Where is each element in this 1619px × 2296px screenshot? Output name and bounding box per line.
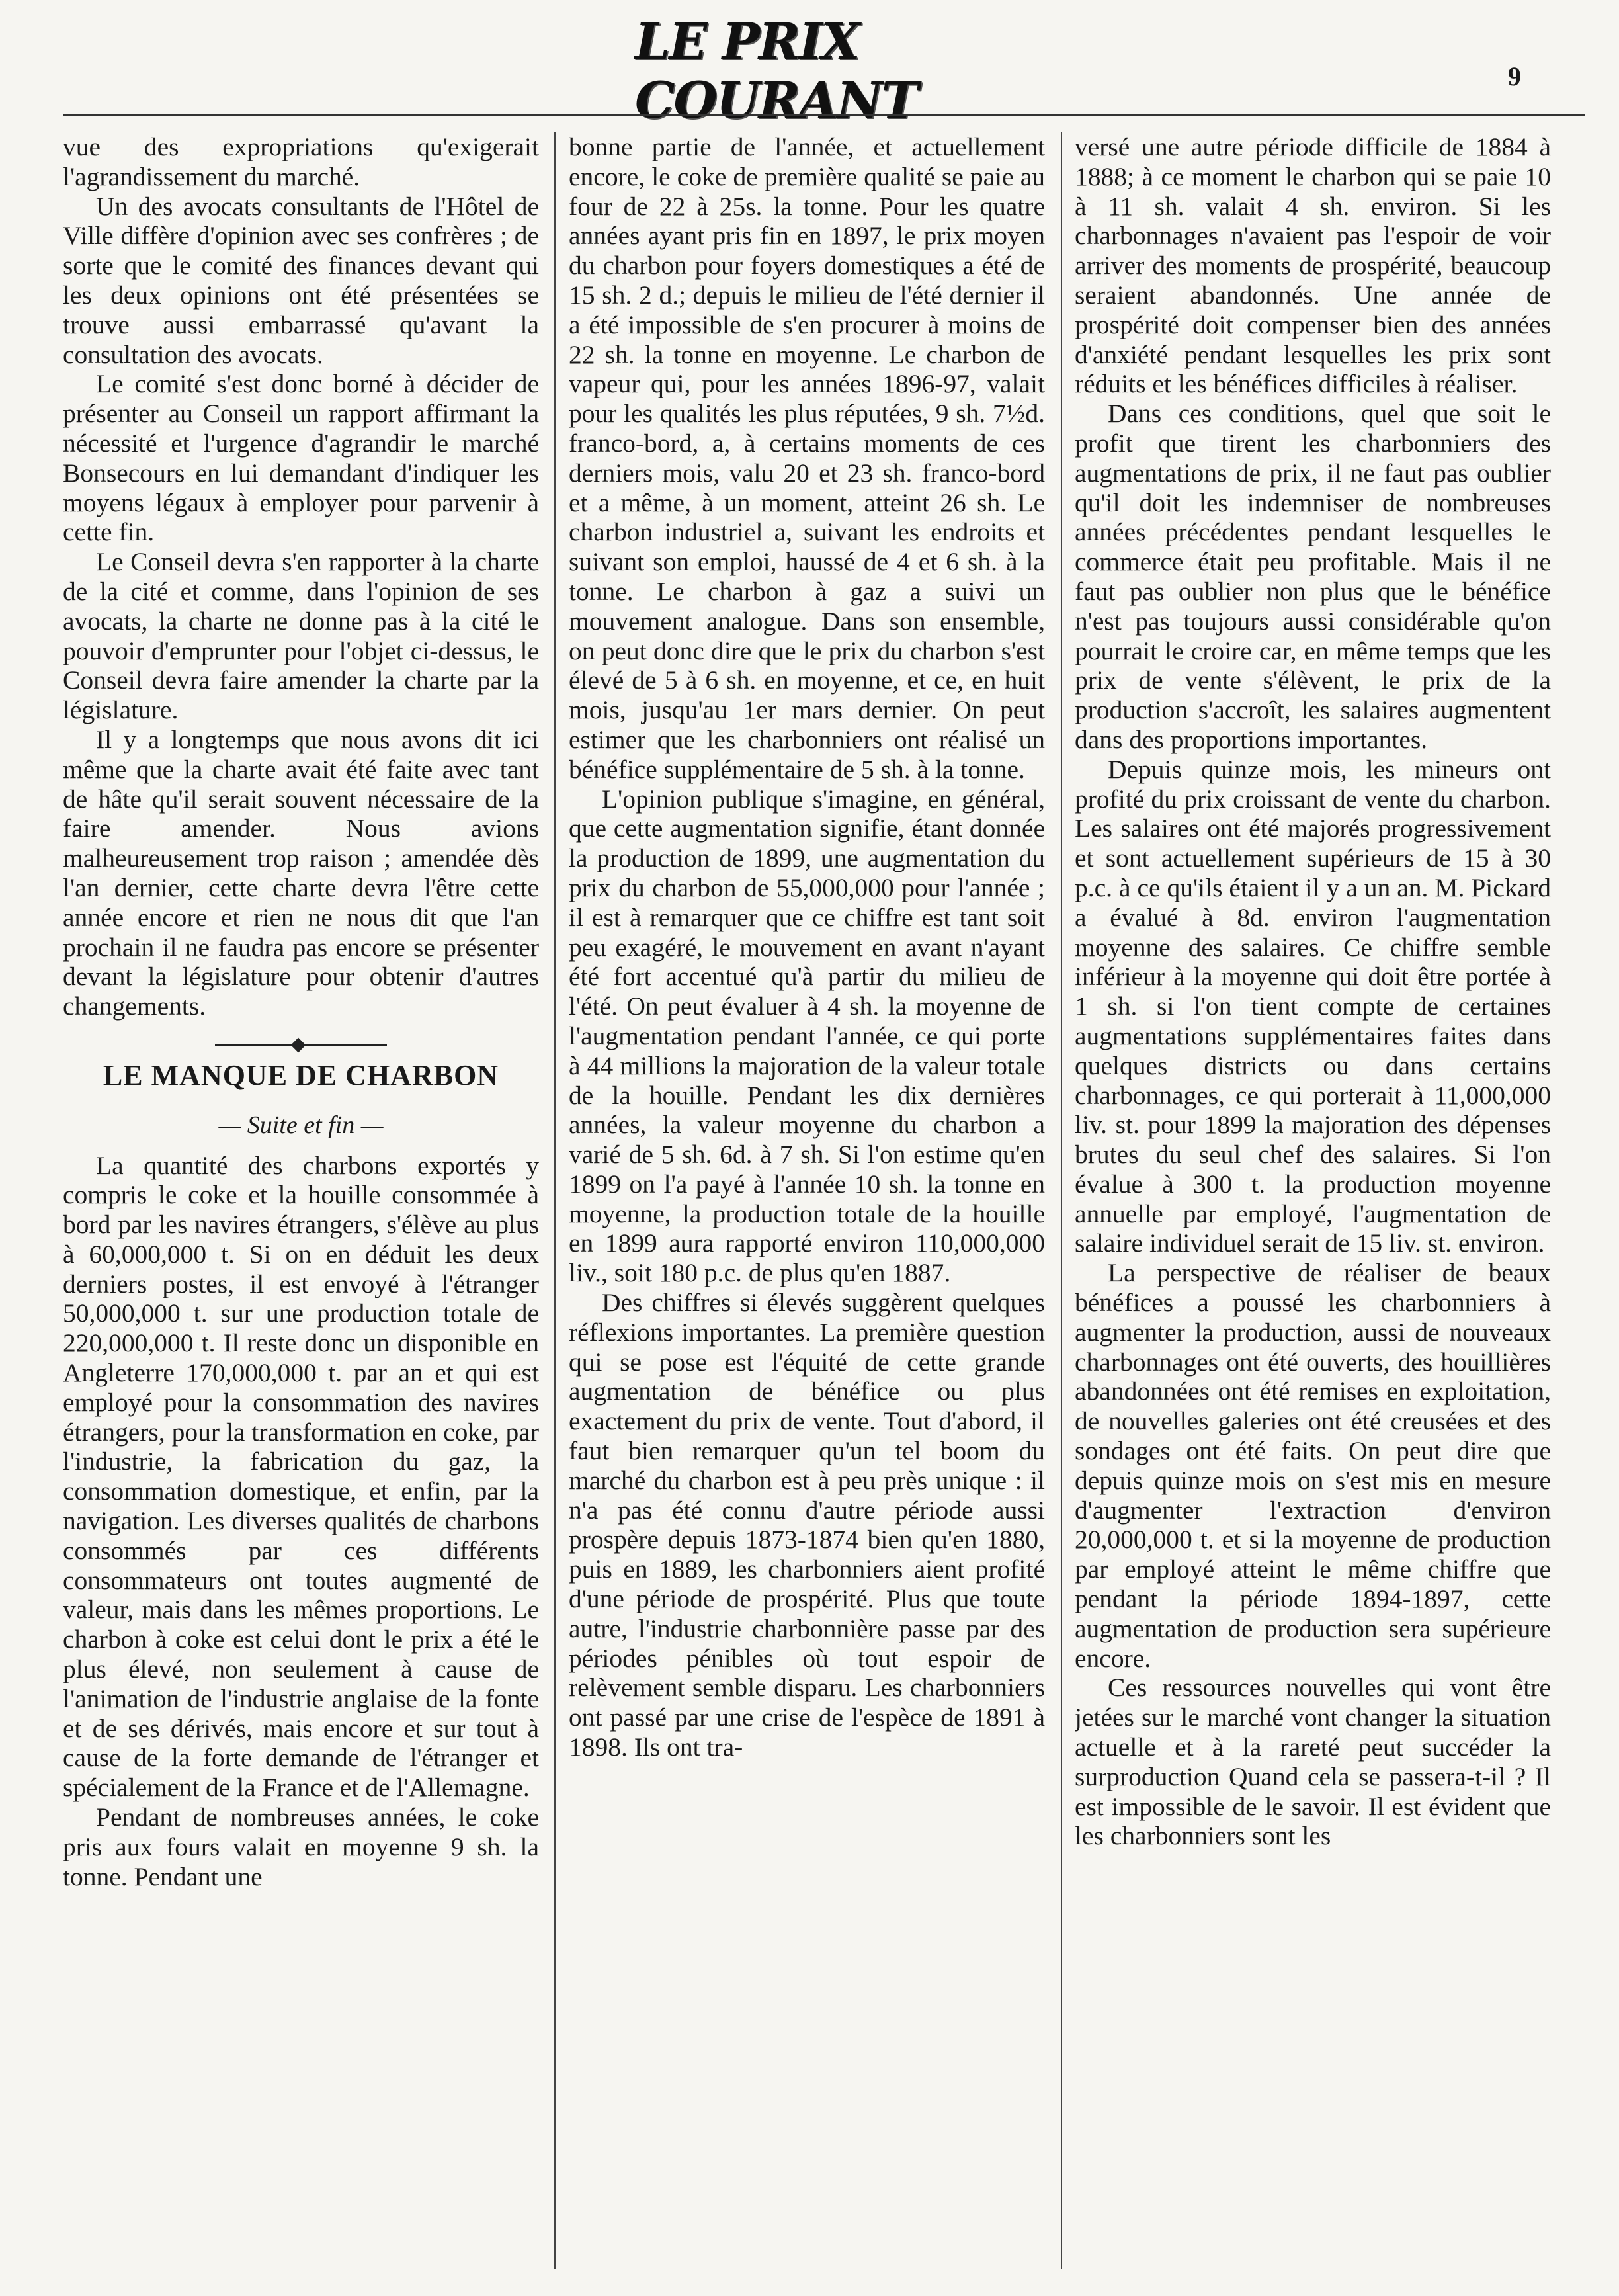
paragraph: Le Conseil devra s'en rapporter à la charte de la cité et comme, dans l'opinion de ses avocats, la charte ne donne pas à la cité le pouvoir d'emprunter pour l'objet ci-dessus, le Conseil devra faire amender la charte par la législature.: [63, 547, 539, 725]
column-divider: [1061, 132, 1062, 2269]
masthead: LE PRIX COURANT: [635, 12, 918, 130]
section-title: LE MANQUE DE CHARBON: [103, 1058, 499, 1091]
section-ornament: [215, 1040, 387, 1049]
paragraph: Des chiffres si élevés suggèrent quelques réflexions importantes. La première question qui se pose est l'équité de cette grande augmentation de bénéfice ou plus exactement du prix de vente. Tout d'abord, il faut bien remarquer qu'un tel boom du marché du charbon est à peu près unique : il n'a pas été connu d'autre période aussi prospère depuis 1873-1874 bien qu'en 1880, puis en 1889, les charbonniers aient profité d'une période de prospérité. Plus que toute autre, l'industrie charbonnière passe par des périodes pénibles où tout espoir de relèvement semble disparu. Les charbonniers ont passé par une crise de l'espèce de 1891 à 1898. Ils ont tra-: [569, 1288, 1045, 1762]
header-rule: [63, 114, 1585, 116]
paragraph: L'opinion publique s'imagine, en général, que cette augmentation signifie, étant donnée la production de 1899, une augmentation du prix du charbon de 55,000,000 pour l'année ; il est à remarquer que ce chiffre est tant soit peu exagéré, le mouvement en avant n'ayant été fort accentué qu'à partir du milieu de l'été. On peut évaluer à 4 sh. la moyenne de l'augmentation pendant l'année, ce qui porte à 44 millions la majoration de la valeur totale de la houille. Pendant les dix dernières années, la valeur moyenne du charbon a varié de 5 sh. 6d. à 7 sh. Si l'on estime qu'en 1899 on l'a payé à l'année 10 sh. la tonne en moyenne, la production totale de la houille en 1899 aura rapporté environ 110,000,000 liv., soit 180 p.c. de plus qu'en 1887.: [569, 784, 1045, 1288]
paragraph: versé une autre période difficile de 1884 à 1888; à ce moment le charbon qui se paie 10 à 11 sh. valait 4 sh. environ. Si les charbonnages n'avaient pas l'espoir de voir arriver des moments de prospérité, beaucoup seraient abandonnés. Une année de prospérité doit compenser bien des années d'anxiété pendant lesquelles les prix sont réduits et les bénéfices difficiles à réaliser.: [1075, 132, 1551, 399]
column-3: [1075, 132, 1551, 2266]
paragraph: Un des avocats consultants de l'Hôtel de Ville diffère d'opinion avec ses confrères ; de sorte que le comité des finances devant qui les deux opinions ont été présentées se trouve aussi embarrassé qu'avant la consultation des avocats.: [63, 191, 539, 369]
paragraph: Dans ces conditions, quel que soit le profit que tirent les charbonniers des augmentations de prix, il ne faut pas oublier qu'il doit les indemniser de nombreuses années précédentes pendant lesquelles le commerce était peu profitable. Mais il ne faut pas oublier non plus que le bénéfice n'est pas toujours aussi considérable qu'on pourrait le croire car, en même temps que les prix de vente s'élèvent, le prix de la production s'accroît, les salaires augmentent dans des proportions importantes.: [1075, 399, 1551, 754]
paragraph: Pendant de nombreuses années, le coke pris aux fours valait en moyenne 9 sh. la tonne. Pendant une: [63, 1803, 539, 1891]
page-number: 9: [1508, 62, 1521, 91]
paragraph: La quantité des charbons exportés y compris le coke et la houille consommée à bord par les navires étrangers, s'élève au plus à 60,000,000 t. Si on en déduit les deux derniers postes, il est envoyé à l'étranger 50,000,000 t. sur une production totale de 220,000,000 t. Il reste donc un disponible en Angleterre 170,000,000 t. par an et qui est employé pour la consommation des navires étrangers, pour la transformation en coke, par l'industrie, la fabrication du gaz, la consommation domestique, et enfin, par la navigation. Les diverses qualités de charbons consommés par ces différents consommateurs ont toutes augmenté de valeur, mais dans les mêmes proportions. Le charbon à coke est celui dont le prix a été le plus élevé, non seulement à cause de l'animation de l'industrie anglaise de la fonte et de ses dérivés, mais encore et sur tout à cause de la forte demande de l'étranger et spécialement de la France et de l'Allemagne.: [63, 1150, 539, 1803]
paragraph: Depuis quinze mois, les mineurs ont profité du prix croissant de vente du charbon. Les salaires ont été majorés progressivement et sont actuellement supérieurs de 15 à 30 p.c. à ce qu'ils étaient il y a un an. M. Pickard a évalué à 8d. environ l'augmentation moyenne des salaires. Ce chiffre semble inférieur à la moyenne qui doit être portée à 1 sh. si l'on tient compte de certaines augmentations supplémentaires faites dans quelques districts ou dans certains charbonnages, ce qui porterait à 11,000,000 liv. st. pour 1899 la majoration des dépenses brutes du seul chef des salaires. Si l'on évalue à 300 t. la production moyenne annuelle par employé, l'augmentation de salaire individuel serait de 15 liv. st. environ.: [1075, 754, 1551, 1258]
paragraph: Il y a longtemps que nous avons dit ici même que la charte avait été faite avec tant de hâte qu'il serait souvent nécessaire de la faire amender. Nous avions malheureusement trop raison ; amendée dès l'an dernier, cette charte devra l'être cette année encore et rien ne nous dit que l'an prochain il ne faudra pas encore se présenter devant la législature pour obtenir d'autres changements.: [63, 724, 539, 1021]
paragraph: bonne partie de l'année, et actuellement encore, le coke de première qualité se paie au four de 22 à 25s. la tonne. Pour les quatre années ayant pris fin en 1897, le prix moyen du charbon pour foyers domestiques a été de 15 sh. 2 d.; depuis le milieu de l'été dernier il a été impossible de s'en procurer à moins de 22 sh. la tonne en moyenne. Le charbon de vapeur qui, pour les années 1896-97, valait pour les qualités les plus réputées, 9 sh. 7½d. franco-bord, a, à certains moments de ces derniers mois, valu 20 et 23 sh. franco-bord et a même, à un moment, atteint 26 sh. Le charbon industriel a, suivant les endroits et suivant son emploi, haussé de 4 et 6 sh. à la tonne. Le charbon à gaz a suivi un mouvement analogue. Dans son ensemble, on peut donc dire que le prix du charbon s'est élevé de 5 à 6 sh. en moyenne, et ce, en huit mois, jusqu'au 1er mars dernier. On peut estimer que les charbonniers ont réalisé un bénéfice supplémentaire de 5 sh. à la tonne.: [569, 132, 1045, 784]
column-1: [63, 132, 539, 2266]
column-2: [569, 132, 1045, 2266]
paragraph: vue des expropriations qu'exigerait l'agrandissement du marché.: [63, 132, 539, 191]
paragraph: Ces ressources nouvelles qui vont être jetées sur le marché vont changer la situation actuelle et à la rareté peut succéder la surproduction Quand cela se passera-t-il ? Il est impossible de le savoir. Il est évident que les charbonniers sont les: [1075, 1673, 1551, 1851]
section-subtitle: — Suite et fin —: [218, 1111, 384, 1139]
paragraph: Le comité s'est donc borné à décider de présenter au Conseil un rapport affirmant la nécessité et l'urgence d'agrandir le marché Bonsecours en lui demandant d'indiquer les moyens légaux à employer pour parvenir à cette fin.: [63, 369, 539, 547]
column-divider: [554, 132, 556, 2269]
paragraph: La perspective de réaliser de beaux bénéfices a poussé les charbonniers à augmenter la production, aussi de nouveaux charbonnages ont été ouverts, des houillières abandonnées ont été remises en exploitation, de nouvelles galeries ont été creusées et des sondages ont été faits. On peut dire que depuis quinze mois on s'est mis en mesure d'augmenter l'extraction d'environ 20,000,000 t. et si la moyenne de production par employé atteint le même chiffre que pendant la période 1894-1897, cette augmentation de production sera supérieure encore.: [1075, 1258, 1551, 1673]
